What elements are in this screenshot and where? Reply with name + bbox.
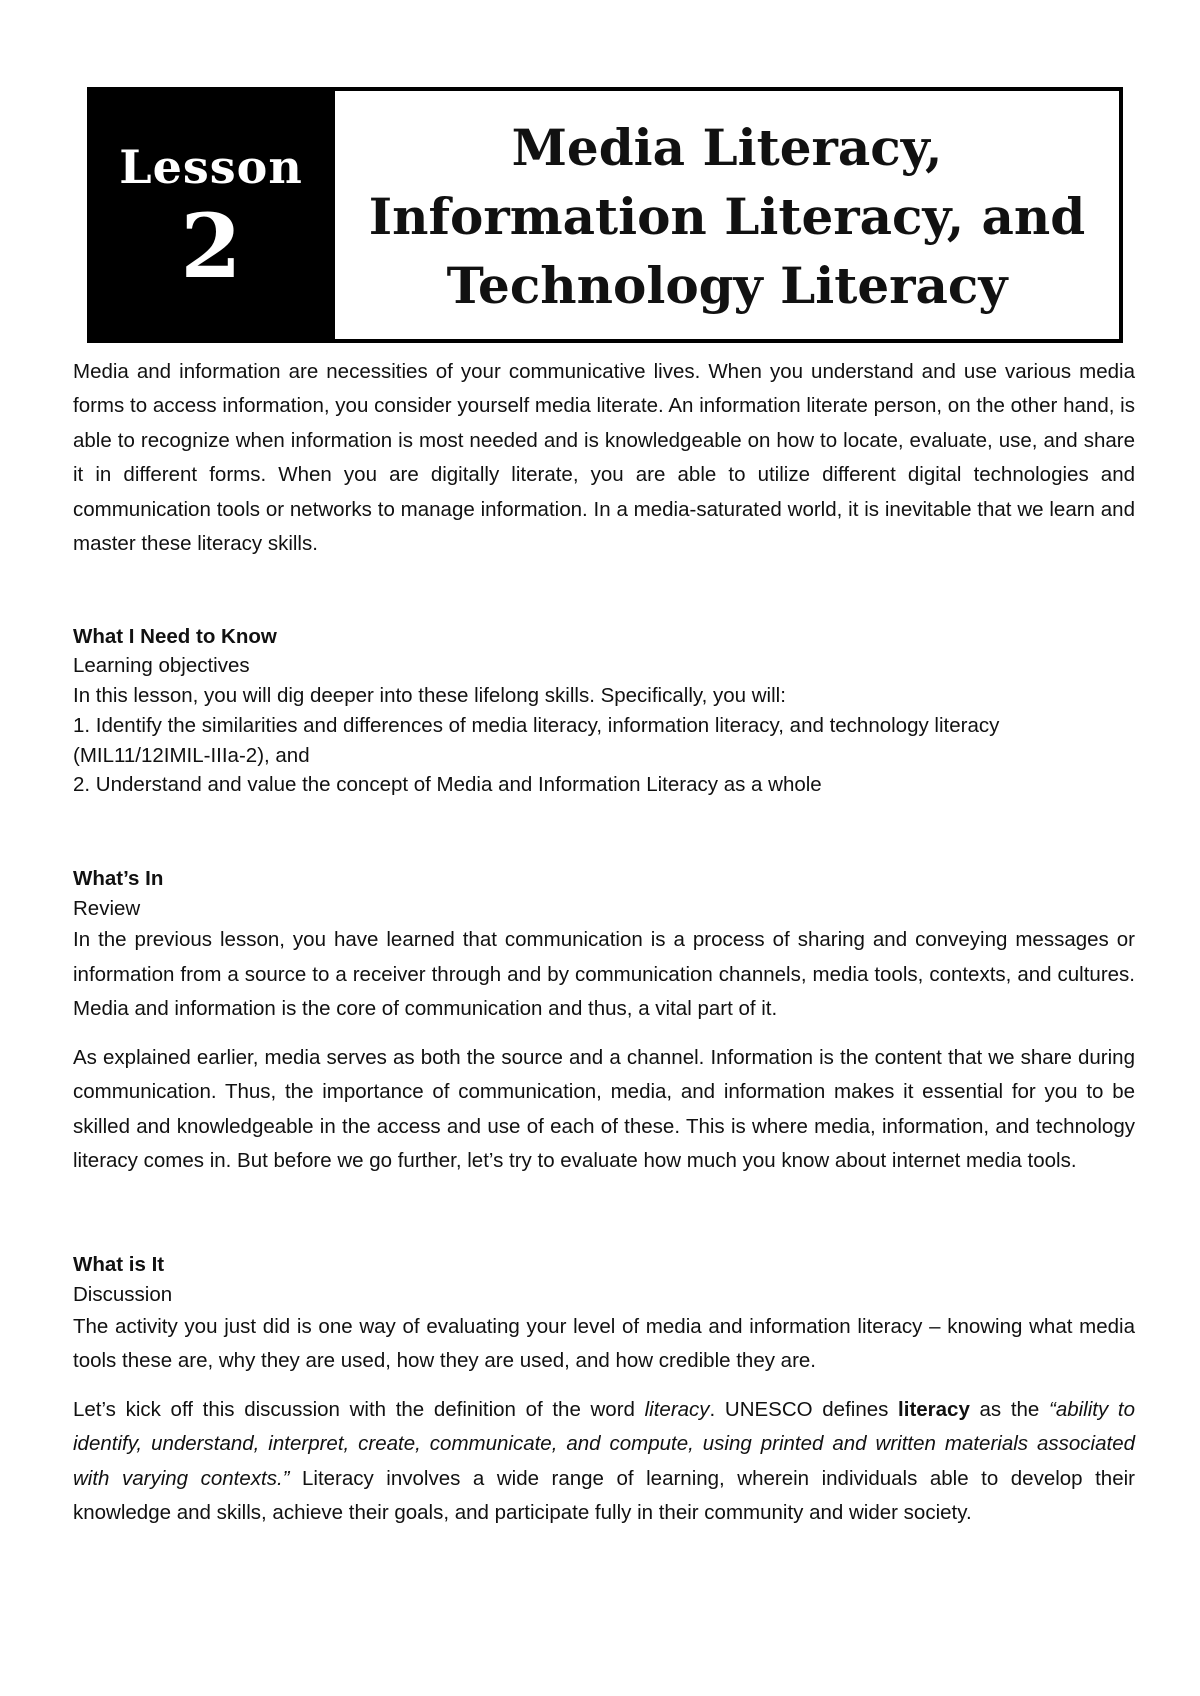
text-span: as the: [969, 1397, 1049, 1421]
lesson-number-box: [91, 91, 331, 339]
section-subheading: Review: [73, 896, 141, 920]
lesson-content: [73, 355, 1135, 1531]
section-subheading: Discussion: [73, 1283, 173, 1307]
lesson-banner: [87, 87, 1123, 343]
review-paragraph-2: As explained earlier, media serves as both the source and a channel. Information is the content that we share during communication. Thus, the importance of communication, media, and information makes it essential for you to be skilled and knowledgeable in the access and use of each of these. This is where media, information, and technology literacy comes in. But before we go further, let’s try to evaluate how much you know about internet media tools.: [73, 1045, 1135, 1172]
definition-quote: “ability to identify, understand, interpret, create, communicate, and compute, using printed and written materials associated with varying contexts.”: [73, 1397, 1135, 1490]
intro-paragraph: Media and information are necessities of your communicative lives. When you understand and use various media forms to access information, you consider yourself media literate. An information literate person, on the other hand, is able to recognize when information is most needed and is knowledgeable on how to locate, evaluate, use, and share it in different forms. When you are digitally literate, you are able to utilize different digital technologies and communication tools or networks to manage information. In a media-saturated world, it is inevitable that we learn and master these literacy skills.: [73, 360, 1135, 556]
review-paragraph-1: In the previous lesson, you have learned that communication is a process of sharing and conveying messages or information from a source to a receiver through and by communication channels, media tools, contexts, and cultures. Media and information is the core of communication and thus, a vital part of it.: [73, 928, 1135, 1021]
lesson-number: 2: [180, 193, 242, 298]
title-line-2: Information Literacy, and: [368, 186, 1086, 246]
objectives-lead: In this lesson, you will dig deeper into these lifelong skills. Specifically, you will:: [73, 684, 786, 708]
text-span: Let’s kick off this discussion with the definition of the word: [73, 1397, 645, 1421]
discussion-paragraph-2: [73, 1393, 1135, 1531]
section-what-is-it: [73, 1250, 1135, 1530]
objective-item-2: 2. Understand and value the concept of Media and Information Literacy as a whole: [73, 773, 822, 797]
section-heading: What is It: [73, 1253, 165, 1277]
italic-term: literacy: [644, 1397, 710, 1421]
section-heading: What I Need to Know: [73, 624, 277, 648]
section-whats-in: [73, 864, 1135, 1179]
objective-item-1: 1. Identify the similarities and differences of media literacy, information literacy, and technology literacy (MIL11/12IMIL-IIIa-2), and: [73, 713, 1000, 767]
text-span: . UNESCO defines: [709, 1397, 899, 1421]
bold-term: literacy: [898, 1397, 970, 1421]
title-line-3: Technology Literacy: [446, 255, 1008, 315]
section-heading: What’s In: [73, 866, 164, 890]
section-what-i-need-to-know: [73, 622, 1135, 800]
section-subheading: Learning objectives: [73, 654, 250, 678]
lesson-label: Lesson: [119, 139, 303, 194]
discussion-paragraph-1: The activity you just did is one way of evaluating your level of media and information literacy – knowing what media tools these are, why they are used, how they are used, and how credible they are.: [73, 1314, 1135, 1373]
lesson-title: [335, 91, 1119, 339]
title-line-1: Media Literacy,: [511, 117, 943, 177]
text-span: Literacy involves a wide range of learning, wherein individuals able to develop their knowledge and skills, achieve their goals, and participate fully in their community and wider society.: [73, 1466, 1135, 1525]
